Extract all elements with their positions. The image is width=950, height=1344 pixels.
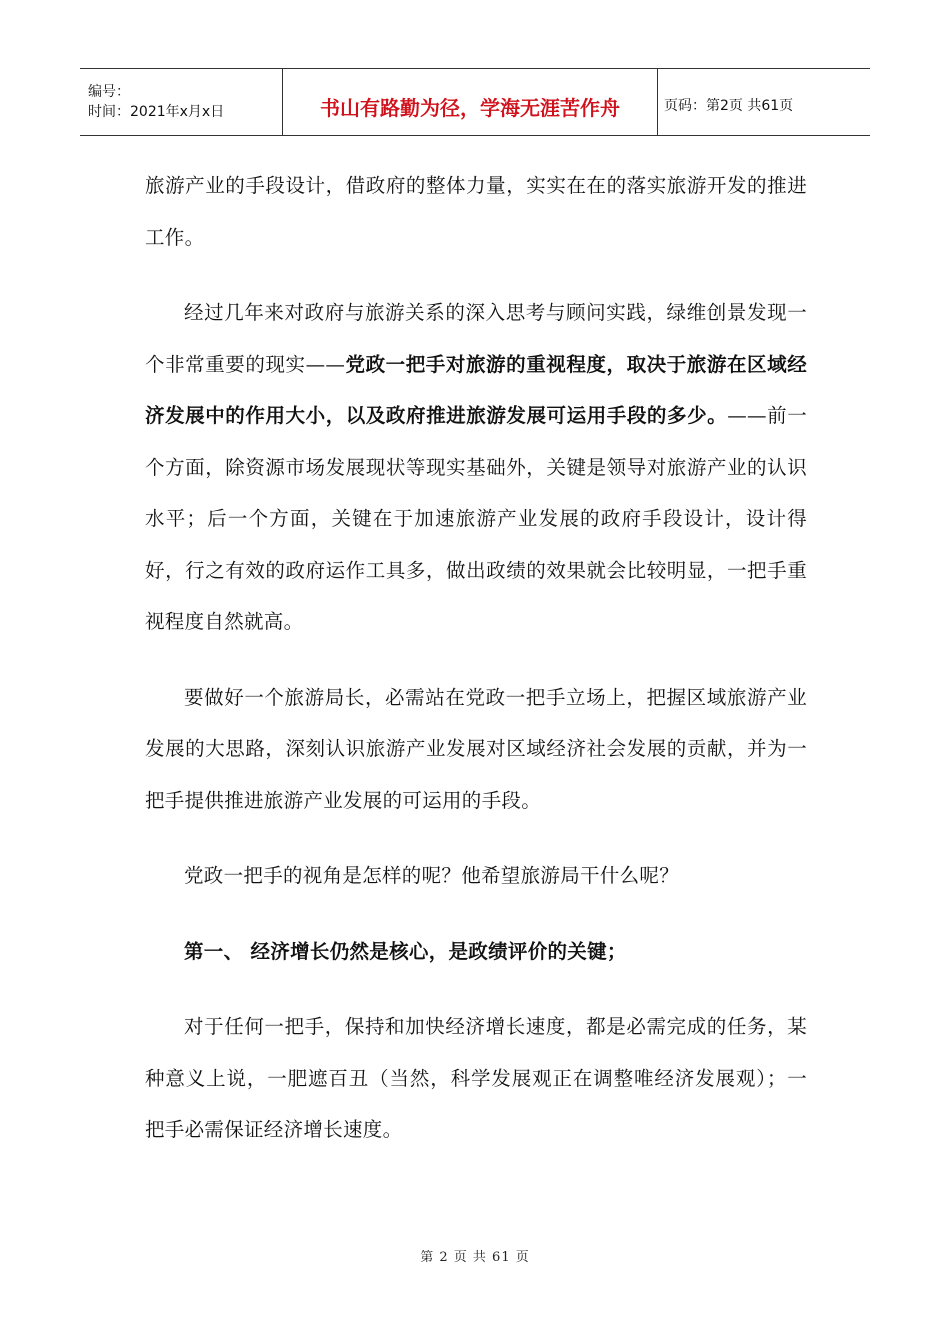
emphasis-text: 党政一把手对旅游的重视程度，取决于旅游在区域经济发展中的作用大小，以及政府推进旅游发展可运用手段的多少。 bbox=[145, 352, 807, 427]
page-header bbox=[80, 68, 870, 136]
header-page-info: 页码：第2页 共61页 bbox=[664, 98, 794, 114]
page-footer: 第 2 页 共 61 页 bbox=[420, 1250, 530, 1265]
paragraph-tourism-director: 要做好一个旅游局长，必需站在党政一把手立场上，把握区域旅游产业发展的大思路，深刻认识旅游产业发展对区域经济社会发展的贡献，并为一把手提供推进旅游产业发展的可运用的手段。 bbox=[145, 685, 807, 812]
paragraph-question: 党政一把手的视角是怎样的呢？他希望旅游局干什么呢？ bbox=[184, 864, 680, 887]
document-date-label: 时间：2021年x月x日 bbox=[88, 104, 225, 120]
paragraph-text: 经过几年来对政府与旅游关系的深入思考与顾问实践，绿维创景发现一个非常重要的现实—— bbox=[145, 301, 807, 376]
paragraph-economic-growth: 对于任何一把手，保持和加快经济增长速度，都是必需完成的任务，某种意义上说，一肥遮百丑（当然，科学发展观正在调整唯经济发展观）；一把手必需保证经济增长速度。 bbox=[145, 1015, 807, 1141]
header-motto: 书山有路勤为径，学海无涯苦作舟 bbox=[282, 69, 658, 135]
document-number-label: 编号： bbox=[88, 84, 130, 100]
section-heading-first: 第一、 经济增长仍然是核心，是政绩评价的关键； bbox=[184, 939, 627, 963]
document-body bbox=[145, 160, 807, 1156]
paragraph-continued: 旅游产业的手段设计，借政府的整体力量，实实在在的落实旅游开发的推进工作。 bbox=[145, 174, 807, 249]
paragraph-government-tourism bbox=[145, 287, 807, 648]
paragraph-text: ——前一个方面，除资源市场发展现状等现实基础外，关键是领导对旅游产业的认识水平；后一个方面，关键在于加速旅游产业发展的政府手段设计，设计得好，行之有效的政府运作工具多，做出政绩的效果就会比较明显，一把手重视程度自然就高。 bbox=[145, 404, 808, 633]
header-meta bbox=[80, 69, 282, 135]
